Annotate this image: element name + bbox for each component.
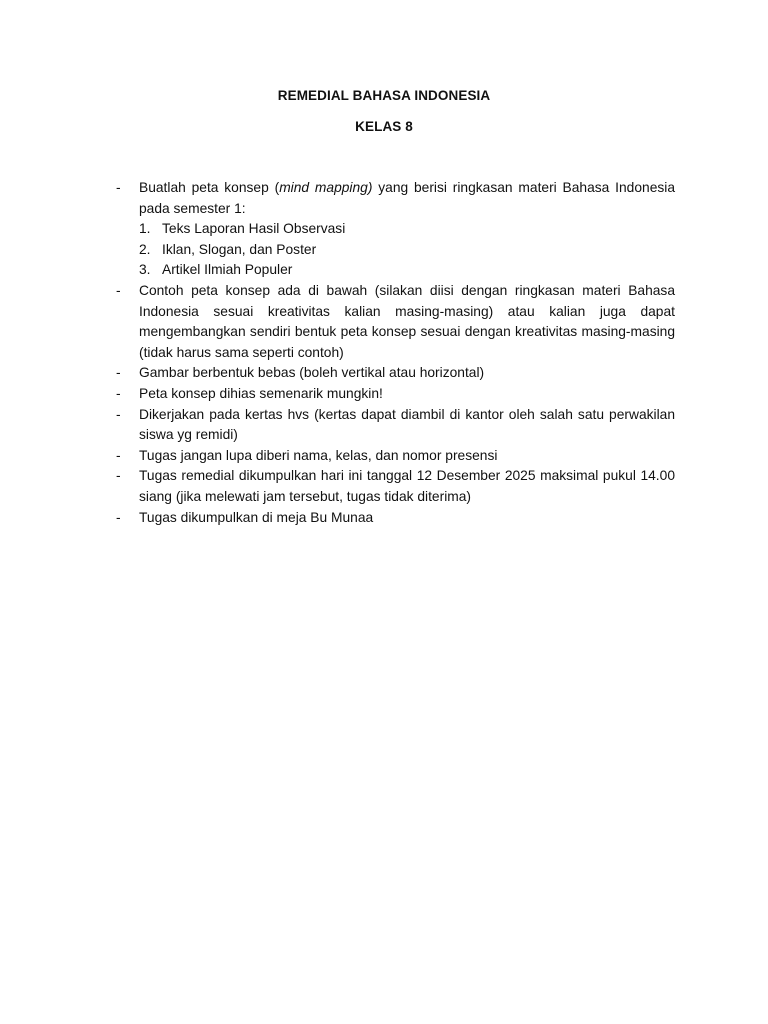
materials-item bbox=[139, 240, 675, 261]
document-subtitle: KELAS 8 bbox=[355, 119, 413, 134]
bullet-dash: - bbox=[116, 385, 121, 401]
list-item bbox=[116, 446, 675, 467]
list-item bbox=[116, 363, 675, 384]
list-item-text: yang berisi ringkasan materi Bahasa Indonesia pada semester 1: bbox=[139, 180, 676, 216]
list-item-text: Dikerjakan pada kertas hvs (kertas dapat diambil di kantor oleh salah satu perwakilan siswa yg remidi) bbox=[139, 406, 675, 443]
materials-text: Artikel Ilmiah Populer bbox=[162, 262, 293, 278]
list-item-text: Tugas remedial dikumpulkan hari ini tanggal 12 Desember 2025 maksimal pukul 14.00 siang (jika melewati jam tersebut, tugas tidak diterima) bbox=[139, 468, 675, 504]
list-item bbox=[116, 281, 675, 363]
bullet-dash: - bbox=[116, 447, 121, 463]
materials-number: 2. bbox=[139, 241, 151, 257]
list-item bbox=[116, 405, 675, 446]
list-item-text: Tugas jangan lupa diberi nama, kelas, dan nomor presensi bbox=[139, 447, 498, 463]
list-item-text: Tugas dikumpulkan di meja Bu Munaa bbox=[139, 509, 374, 525]
instruction-list bbox=[116, 178, 675, 528]
materials-item bbox=[139, 260, 675, 281]
list-item-text: Gambar berbentuk bebas (boleh vertikal atau horizontal) bbox=[139, 365, 485, 381]
materials-text: Iklan, Slogan, dan Poster bbox=[162, 241, 317, 257]
materials-item bbox=[139, 219, 675, 240]
list-item bbox=[116, 508, 675, 529]
materials-number: 1. bbox=[139, 221, 151, 237]
bullet-dash: - bbox=[116, 365, 121, 381]
document-title: REMEDIAL BAHASA INDONESIA bbox=[277, 88, 491, 103]
list-item-text: Peta konsep dihias semenarik mungkin! bbox=[139, 385, 383, 401]
bullet-dash: - bbox=[116, 468, 121, 484]
materials-list bbox=[139, 219, 675, 281]
list-item bbox=[116, 178, 675, 281]
bullet-dash: - bbox=[116, 509, 121, 525]
bullet-dash: - bbox=[116, 282, 121, 298]
list-item-text: Buatlah peta konsep ( bbox=[139, 180, 280, 195]
bullet-dash: - bbox=[116, 406, 121, 422]
list-item bbox=[116, 384, 675, 405]
materials-text: Teks Laporan Hasil Observasi bbox=[162, 221, 346, 237]
materials-number: 3. bbox=[139, 262, 151, 278]
list-item-text: Contoh peta konsep ada di bawah (silakan diisi dengan ringkasan materi Bahasa Indonesia sesuai kreativitas kalian masing-masing) atau kalian juga dapat mengembangkan sendiri bentuk peta konsep sesuai dengan kreativitas masing-masing (tidak harus sama seperti contoh) bbox=[139, 282, 675, 360]
bullet-dash: - bbox=[116, 180, 121, 195]
list-item bbox=[116, 466, 675, 507]
list-item-emphasis: mind mapping) bbox=[279, 180, 373, 195]
list-item-body bbox=[139, 178, 675, 281]
